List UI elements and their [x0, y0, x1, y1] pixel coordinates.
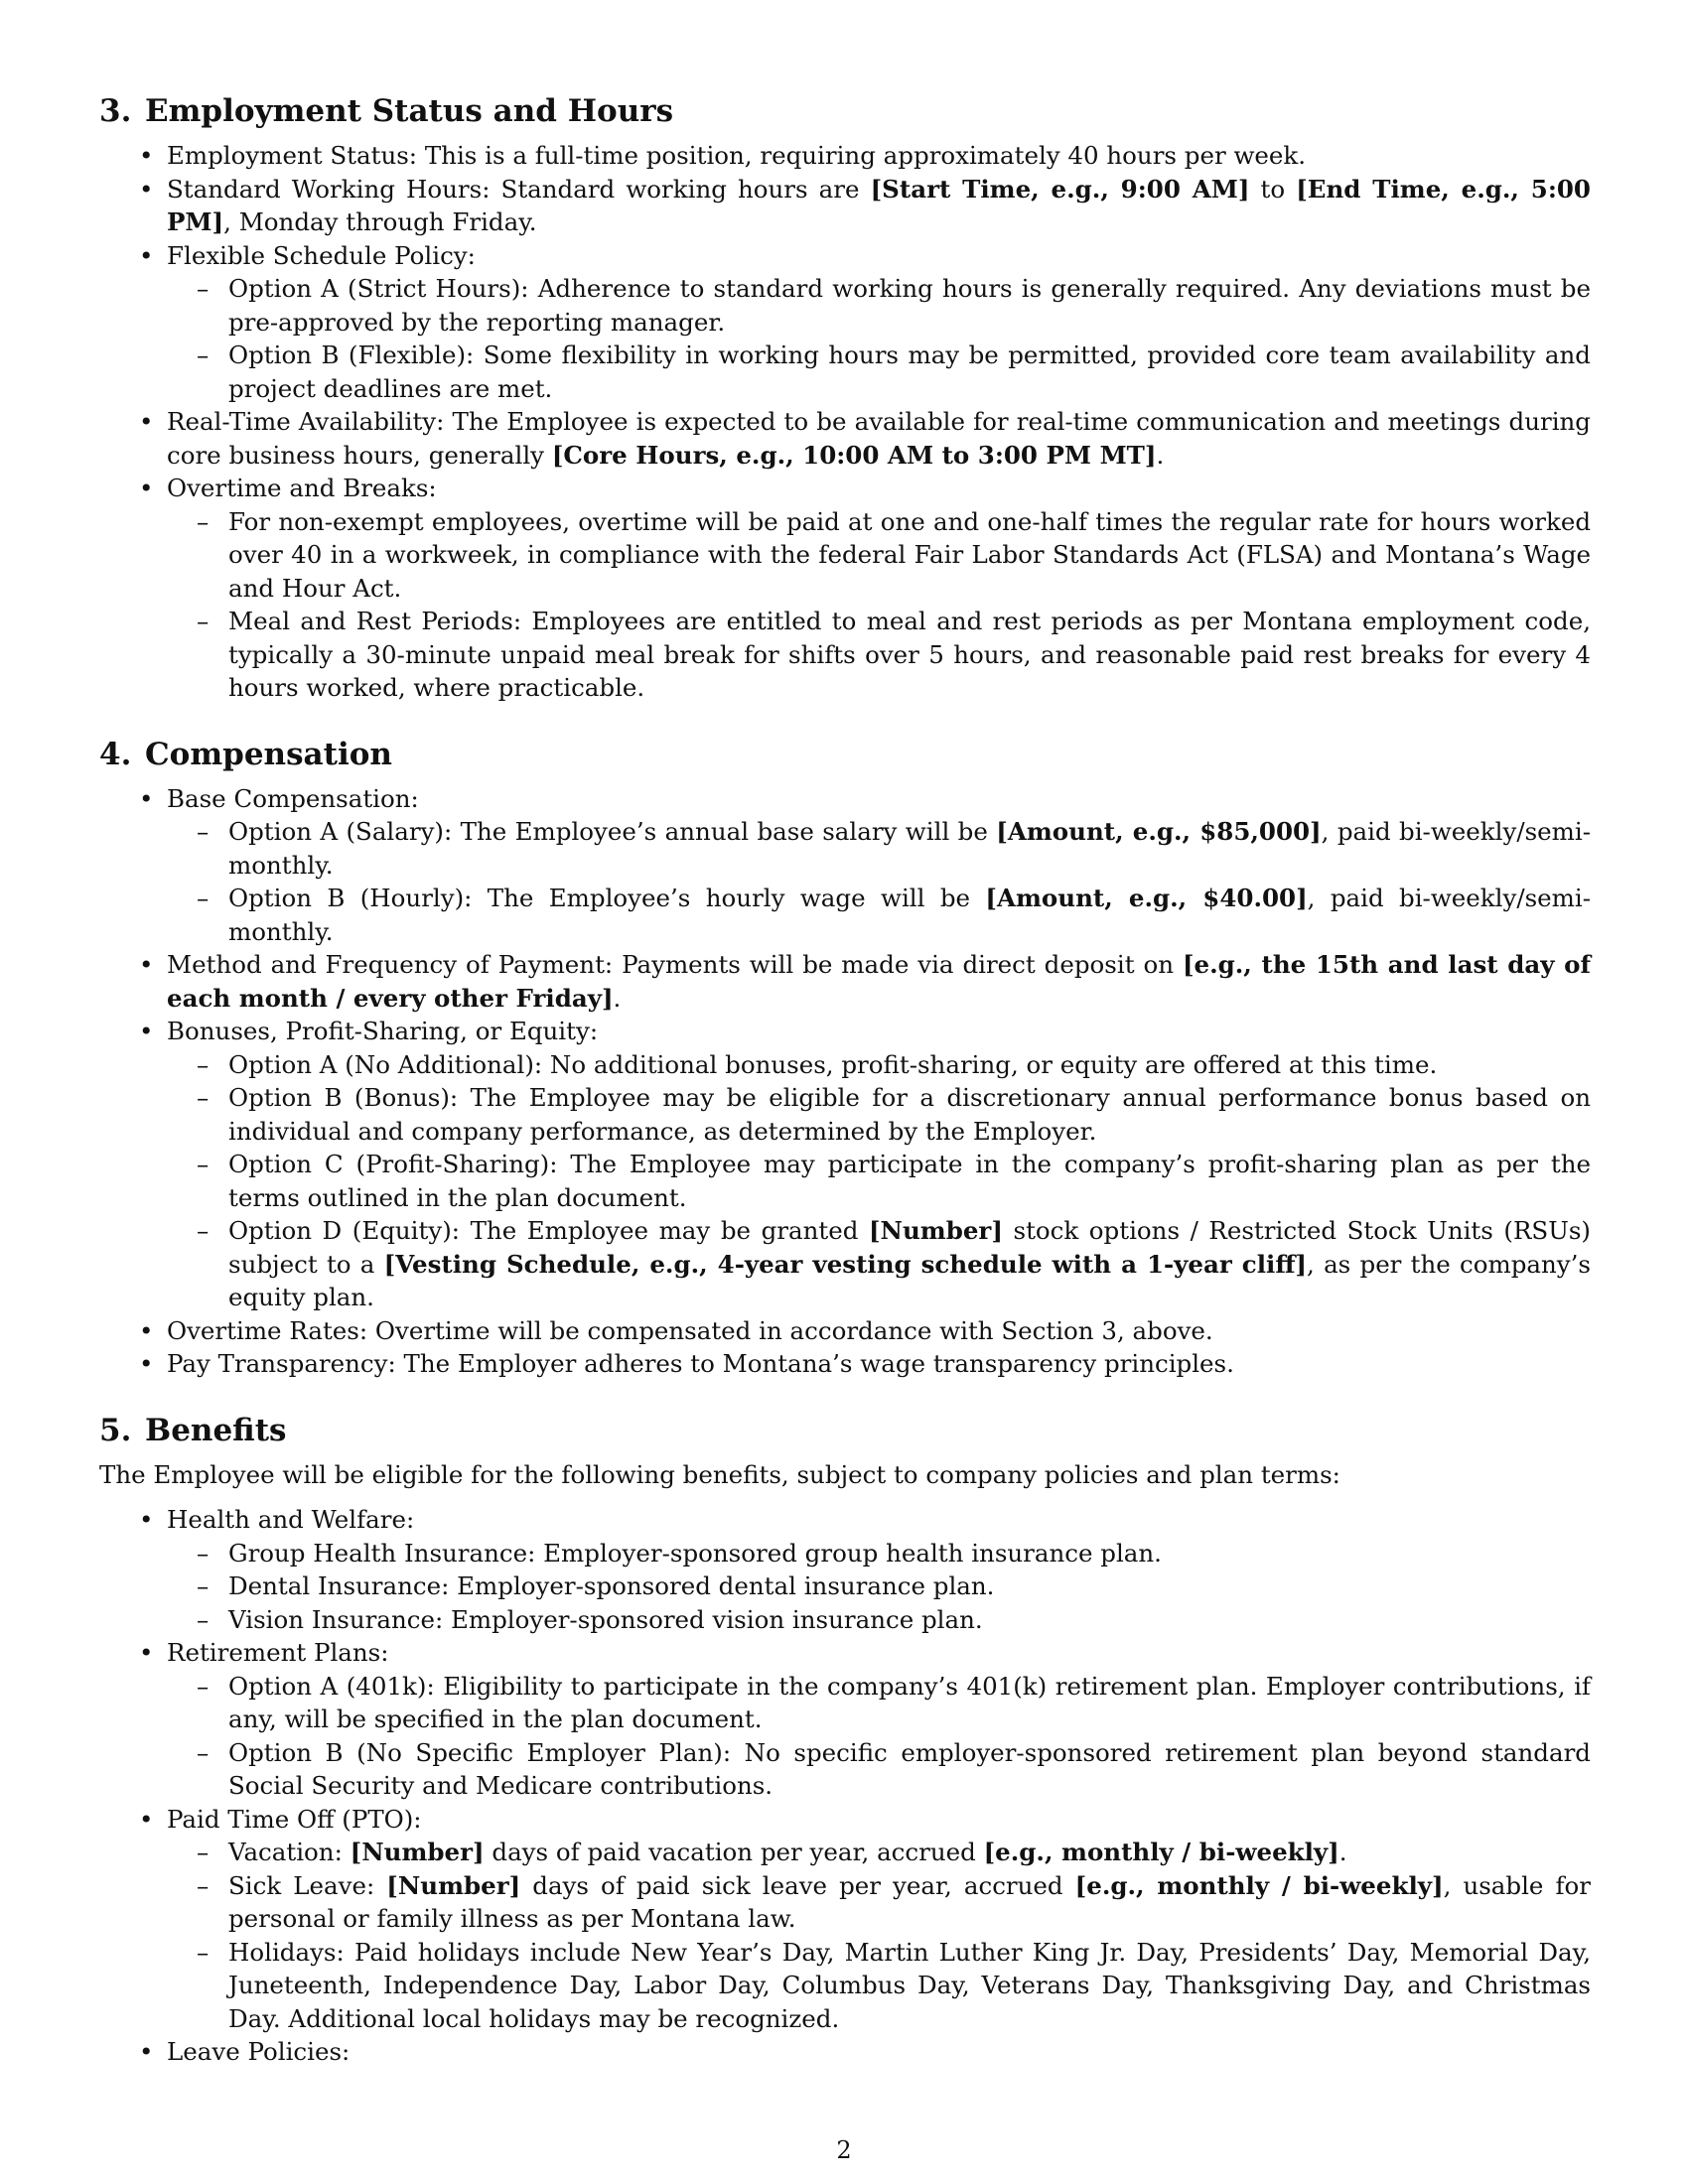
- section-heading: [99, 1411, 1591, 1450]
- text-run: Option D (Equity): The Employee may be granted: [228, 1216, 869, 1245]
- text-run: Leave Policies:: [167, 2037, 351, 2066]
- text-run: Option B (Flexible): Some flexibility in working hours may be permitted, provided core team availability and project deadlines are met.: [228, 341, 1591, 403]
- text-run: Meal and Rest Periods: Employees are entitled to meal and rest periods as per Montana employment code, typically a 30-minute unpaid meal break for shifts over 5 hours, and reasonable paid rest breaks for every 4 hours worked, where practicable.: [228, 607, 1591, 702]
- text-run: days of paid vacation per year, accrued: [484, 1838, 984, 1866]
- text-run: Retirement Plans:: [167, 1638, 389, 1667]
- text-run: Option B (Hourly): The Employee’s hourly wage will be: [228, 884, 986, 912]
- text-run: .: [1156, 440, 1165, 470]
- list-item: [167, 1503, 1591, 1636]
- bullet-list: [99, 782, 1591, 1381]
- sub-list-item: [228, 1081, 1591, 1148]
- text-run: Standard Working Hours: Standard working hours are: [167, 174, 871, 204]
- placeholder-field: [Amount, e.g., $40.00]: [985, 884, 1308, 912]
- text-run: Real-Time Availability: The Employee is expected to be available for real-time communication and meetings during core business hours, generally: [167, 407, 1591, 470]
- text-run: For non-exempt employees, overtime will be paid at one and one-half times the regular rate for hours worked over 40 in a workweek, in compliance with the federal Fair Labor Standards Act (FLSA) and Montana’s Wage and Hour Act.: [228, 506, 1591, 603]
- text-run: Option A (No Additional): No additional bonuses, profit-sharing, or equity are offered at this time.: [228, 1049, 1438, 1079]
- sub-list-item: [228, 1736, 1591, 1803]
- sub-list-item: [228, 1537, 1591, 1570]
- text-run: , as per the company’s equity plan.: [228, 1249, 1592, 1311]
- placeholder-field: [Number]: [386, 1870, 521, 1900]
- text-run: , paid bi-weekly/semi-monthly.: [228, 884, 1591, 946]
- section-5: [99, 1411, 1591, 2069]
- text-run: Group Health Insurance: Employer-sponsored group health insurance plan.: [228, 1538, 1162, 1568]
- section-3: [99, 91, 1591, 705]
- text-run: Option B (No Specific Employer Plan): No specific employer-sponsored retirement plan beyond standard Social Security and Medicare contributions.: [228, 1737, 1591, 1800]
- section-number: 4.: [99, 736, 132, 772]
- sub-list-item: [228, 1148, 1591, 1214]
- section-4: [99, 735, 1591, 1381]
- text-run: , paid bi-weekly/semi-monthly.: [228, 817, 1591, 880]
- sub-list-item: [228, 815, 1591, 882]
- placeholder-field: [Number]: [350, 1838, 485, 1866]
- sub-list-item: [228, 1214, 1591, 1314]
- text-run: , Monday through Friday.: [223, 207, 537, 236]
- section-heading: [99, 91, 1591, 131]
- placeholder-field: [e.g., monthly / bi-weekly]: [983, 1838, 1339, 1866]
- placeholder-field: [Core Hours, e.g., 10:00 AM to 3:00 PM MT]: [551, 440, 1157, 470]
- text-run: stock options / Restricted Stock Units (RSUs) subject to a: [228, 1216, 1591, 1279]
- sub-list-item: [228, 505, 1591, 606]
- section-heading: [99, 735, 1591, 774]
- bullet-list: [99, 1503, 1591, 2069]
- sub-list: [167, 1537, 1591, 1637]
- text-run: Health and Welfare:: [167, 1505, 415, 1534]
- text-run: days of paid sick leave per year, accrued: [520, 1870, 1075, 1900]
- list-item: [167, 472, 1591, 705]
- placeholder-field: [Start Time, e.g., 9:00 AM]: [870, 174, 1250, 204]
- list-item: [167, 1803, 1591, 2036]
- list-item: [167, 1314, 1591, 1348]
- list-item: [167, 2035, 1591, 2069]
- text-run: Dental Insurance: Employer-sponsored dental insurance plan.: [228, 1571, 995, 1600]
- text-run: Method and Frequency of Payment: Payments will be made via direct deposit on: [167, 950, 1183, 979]
- list-item: [167, 1015, 1591, 1314]
- text-run: Option C (Profit-Sharing): The Employee may participate in the company’s profit-sharing plan as per the terms outlined in the plan document.: [228, 1150, 1591, 1212]
- text-run: Overtime and Breaks:: [167, 474, 437, 502]
- text-run: Vacation:: [228, 1838, 351, 1866]
- sub-list-item: [228, 1603, 1591, 1637]
- text-run: Paid Time Off (PTO):: [167, 1804, 422, 1834]
- sub-list: [167, 272, 1591, 405]
- sub-list-item: [228, 1570, 1591, 1603]
- sub-list: [167, 1670, 1591, 1803]
- section-number: 3.: [99, 93, 132, 129]
- section-intro: The Employee will be eligible for the following benefits, subject to company policies and plan terms:: [99, 1459, 1340, 1489]
- sub-list-item: [228, 882, 1591, 948]
- sub-list-item: [228, 1048, 1591, 1082]
- list-item: [167, 239, 1591, 406]
- placeholder-field: [Vesting Schedule, e.g., 4-year vesting schedule with a 1-year cliff]: [383, 1249, 1308, 1279]
- text-run: Option B (Bonus): The Employee may be eligible for a discretionary annual performance bonus based on individual and company performance, as determined by the Employer.: [228, 1083, 1591, 1146]
- section-number: 5.: [99, 1412, 132, 1448]
- sub-list-item: [228, 1936, 1591, 2036]
- list-item: [167, 948, 1591, 1015]
- text-run: Pay Transparency: The Employer adheres to Montana’s wage transparency principles.: [167, 1349, 1234, 1378]
- sub-list-item: [228, 605, 1591, 705]
- sub-list: [167, 1836, 1591, 2035]
- list-item: [167, 405, 1591, 472]
- sub-list-item: [228, 1836, 1591, 1869]
- list-item: [167, 782, 1591, 949]
- text-run: .: [1338, 1838, 1347, 1866]
- sub-list-item: [228, 272, 1591, 339]
- bullet-list: [99, 139, 1591, 705]
- text-run: Employment Status: This is a full-time position, requiring approximately 40 hours per week.: [167, 141, 1307, 170]
- sub-list: [167, 815, 1591, 948]
- text-run: Sick Leave:: [228, 1870, 387, 1900]
- placeholder-field: [Amount, e.g., $85,000]: [996, 817, 1322, 846]
- text-run: Bonuses, Profit-Sharing, or Equity:: [167, 1017, 599, 1045]
- placeholder-field: [End Time, e.g., 5:00 PM]: [167, 174, 1591, 236]
- placeholder-field: [e.g., monthly / bi-weekly]: [1074, 1870, 1444, 1900]
- page-number: 2: [836, 2136, 852, 2164]
- list-item: [167, 173, 1591, 239]
- section-title: Benefits: [145, 1412, 287, 1448]
- text-run: Vision Insurance: Employer-sponsored vision insurance plan.: [228, 1604, 983, 1634]
- text-run: Option A (Salary): The Employee’s annual base salary will be: [228, 817, 997, 846]
- text-run: .: [613, 983, 622, 1013]
- text-run: Option A (Strict Hours): Adherence to standard working hours is generally required. Any deviations must be pre-approved by the reporting manager.: [228, 274, 1591, 337]
- sub-list: [167, 1048, 1591, 1314]
- text-run: Base Compensation:: [167, 783, 419, 813]
- sub-list-item: [228, 339, 1591, 405]
- list-item: [167, 1636, 1591, 1803]
- placeholder-field: [e.g., the 15th and last day of each month / every other Friday]: [167, 950, 1592, 1013]
- sub-list-item: [228, 1869, 1591, 1936]
- sub-list: [167, 505, 1591, 705]
- list-item: [167, 1347, 1591, 1381]
- text-run: Option A (401k): Eligibility to participate in the company’s 401(k) retirement plan. Employer contributions, if any, will be specified in the plan document.: [228, 1671, 1591, 1733]
- section-title: Compensation: [145, 736, 392, 772]
- text-run: Flexible Schedule Policy:: [167, 240, 476, 270]
- text-run: , usable for personal or family illness as per Montana law.: [228, 1870, 1592, 1933]
- sub-list-item: [228, 1670, 1591, 1736]
- placeholder-field: [Number]: [868, 1216, 1003, 1245]
- text-run: Holidays: Paid holidays include New Year’s Day, Martin Luther King Jr. Day, Presidents’ Day, Memorial Day, Juneteenth, Independence Day, Labor Day, Columbus Day, Veterans Day, Thanksgiving Day, and Christmas Day. Additional local holidays may be recognized.: [228, 1937, 1591, 2033]
- list-item: [167, 139, 1591, 173]
- document-page: [99, 91, 1591, 2099]
- section-title: Employment Status and Hours: [145, 93, 674, 129]
- text-run: Overtime Rates: Overtime will be compensated in accordance with Section 3, above.: [167, 1315, 1213, 1345]
- text-run: to: [1249, 174, 1297, 204]
